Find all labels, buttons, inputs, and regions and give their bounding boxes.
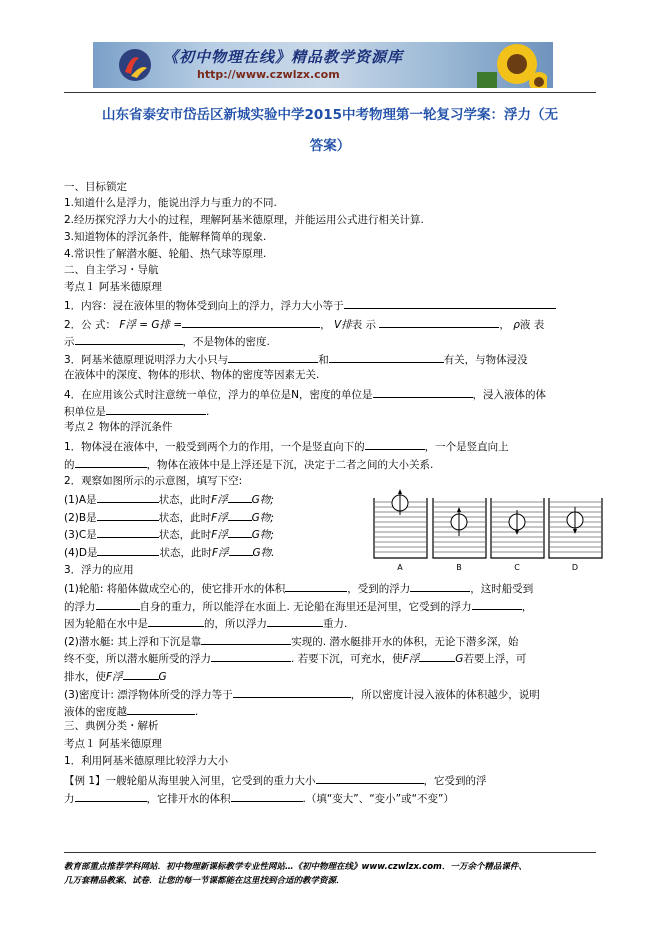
answer-blank[interactable] <box>97 509 159 521</box>
answer-blank[interactable] <box>410 580 470 592</box>
question-line: 因为轮船在水中是 的，所以浮力 重力. <box>64 615 347 631</box>
answer-blank[interactable] <box>201 633 291 645</box>
answer-blank[interactable] <box>472 598 522 610</box>
answer-blank[interactable] <box>373 386 473 398</box>
answer-blank[interactable] <box>75 456 147 468</box>
beaker-b <box>433 498 486 558</box>
question-line: 积单位是 . <box>64 403 209 419</box>
page-title: 山东省泰安市岱岳区新城实验中学2015中考物理第一轮复习学案：浮力（无 <box>101 107 559 123</box>
question-line: 终不变，所以潜水艇所受的浮力 . 若要下沉，可充水，使F浮 G若要上浮，可 <box>64 650 526 666</box>
answer-blank[interactable] <box>97 491 159 503</box>
site-logo-icon <box>117 46 153 84</box>
text-line: 2．观察如图所示的示意图，填写下空: <box>64 475 243 487</box>
answer-blank[interactable] <box>228 491 252 503</box>
question-line: 示 ，不是物体的密度. <box>64 333 270 349</box>
question-line: 力 ，它排开水的体积 .（填“变大”、“变小”或“不变”） <box>64 790 454 806</box>
question-line: 液体的密度越 . <box>64 703 198 719</box>
text-line: 在液体中的深度、物体的形状、物体的密度等因素无关. <box>64 369 320 381</box>
question-line: 1．内容：浸在液体里的物体受到向上的浮力，浮力大小等于 <box>64 297 556 313</box>
question-line: (4)D是 状态，此时F浮 G物. <box>64 544 275 560</box>
answer-blank[interactable] <box>127 703 195 715</box>
text-line: 3.知道物体的浮沉条件，能解释简单的现象. <box>64 231 267 243</box>
question-line: (2)B是 状态，此时F浮 G物; <box>64 509 274 525</box>
answer-blank[interactable] <box>75 333 183 345</box>
answer-blank[interactable] <box>228 509 252 521</box>
section-heading: 三、典例分类・解析 <box>64 720 159 732</box>
section-heading: 一、目标锁定 <box>64 181 127 193</box>
answer-blank[interactable] <box>379 316 499 328</box>
beaker-d <box>549 498 602 558</box>
answer-blank[interactable] <box>106 403 206 415</box>
answer-blank[interactable] <box>182 316 320 328</box>
footer-rule <box>64 852 596 853</box>
answer-blank[interactable] <box>148 615 204 627</box>
text-line: 4.常识性了解潜水艇、轮船、热气球等原理. <box>64 248 267 260</box>
question-line: 排水，使F浮 G <box>64 668 167 684</box>
answer-blank[interactable] <box>344 297 556 309</box>
question-line: 2．公 式： F浮 = G排 = ， V排表 示 ， ρ液 表 <box>64 316 544 332</box>
question-line: 3．阿基米德原理说明浮力大小只与 和 有关，与物体浸没 <box>64 351 528 367</box>
topic-heading: 考点１ 阿基米德原理 <box>64 738 162 750</box>
question-line: (3)C是 状态，此时F浮 G物; <box>64 526 274 542</box>
banner-url: http://www.czwlzx.com <box>197 68 340 81</box>
header-rule <box>64 92 596 93</box>
answer-blank[interactable] <box>75 790 147 802</box>
answer-blank[interactable] <box>231 790 303 802</box>
beaker-label: B <box>456 563 462 572</box>
answer-blank[interactable] <box>316 772 424 784</box>
answer-blank[interactable] <box>123 668 159 680</box>
answer-blank[interactable] <box>97 526 159 538</box>
answer-blank[interactable] <box>96 598 140 610</box>
beaker-c <box>491 498 544 558</box>
answer-blank[interactable] <box>329 351 444 363</box>
answer-blank[interactable] <box>229 544 253 556</box>
sunflower-icon <box>477 42 547 88</box>
answer-blank[interactable] <box>285 580 347 592</box>
section-heading: 二、自主学习・导航 <box>64 264 159 276</box>
text-line: 2.经历探究浮力大小的过程，理解阿基米德原理，并能运用公式进行相关计算. <box>64 214 424 226</box>
question-line: 1．物体浸在液体中，一般受到两个力的作用，一个是竖直向下的 ，一个是竖直向上 <box>64 438 509 454</box>
beaker-a <box>374 489 427 558</box>
answer-blank[interactable] <box>97 544 159 556</box>
beaker-label: A <box>397 563 403 572</box>
question-line: (2)潜水艇: 其上浮和下沉是靠 实现的. 潜水艇排开水的体积，无论下潜多深，始 <box>64 633 518 649</box>
beaker-label: D <box>571 563 579 572</box>
question-line: 【例 1】一艘轮船从海里驶入河里，它受到的重力大小 ，它受到的浮 <box>64 772 487 788</box>
answer-blank[interactable] <box>211 650 291 662</box>
topic-heading: 考点２ 物体的浮沉条件 <box>64 421 173 433</box>
answer-blank[interactable] <box>365 438 425 450</box>
answer-blank[interactable] <box>228 526 252 538</box>
question-line: (3)密度计: 漂浮物体所受的浮力等于 ，所以密度计浸入液体的体积越少，说明 <box>64 686 540 702</box>
footer-text: 几万套精品教案、试卷．让您的每一节课都能在这里找到合适的教学资源． <box>64 876 345 886</box>
answer-blank[interactable] <box>419 650 455 662</box>
banner-title: 《初中物理在线》精品教学资源库 <box>163 48 404 66</box>
text-line: 1．利用阿基米德原理比较浮力大小 <box>64 755 229 767</box>
answer-blank[interactable] <box>228 351 318 363</box>
footer-text: 教育部重点推荐学科网站．初中物理新课标教学专业性网站…《初中物理在线》www.czwlzx.com．一万余个精品课件、 <box>64 862 527 872</box>
header-banner <box>93 42 553 88</box>
question-line: 的浮力 自身的重力，所以能浮在水面上. 无论船在海里还是河里，它受到的浮力 ， <box>64 598 532 614</box>
text-line: 1.知道什么是浮力，能说出浮力与重力的不同. <box>64 197 277 209</box>
buoyancy-beakers-diagram <box>372 488 604 574</box>
question-line: 的 ，物体在液体中是上浮还是下沉，决定于二者之间的大小关系. <box>64 456 433 472</box>
question-line: 4．在应用该公式时注意统一单位，浮力的单位是N，密度的单位是 ，浸入液体的体 <box>64 386 546 402</box>
beaker-label: C <box>514 563 520 572</box>
answer-blank[interactable] <box>233 686 351 698</box>
question-line: (1)A是 状态，此时F浮 G物; <box>64 491 274 507</box>
answer-blank[interactable] <box>267 615 323 627</box>
text-line: 3．浮力的应用 <box>64 564 134 576</box>
topic-heading: 考点１ 阿基米德原理 <box>64 281 162 293</box>
page-title-continued: 答案） <box>309 138 351 154</box>
question-line: (1)轮船: 将船体做成空心的，使它排开水的体积 ，受到的浮力 ，这时船受到 <box>64 580 533 596</box>
